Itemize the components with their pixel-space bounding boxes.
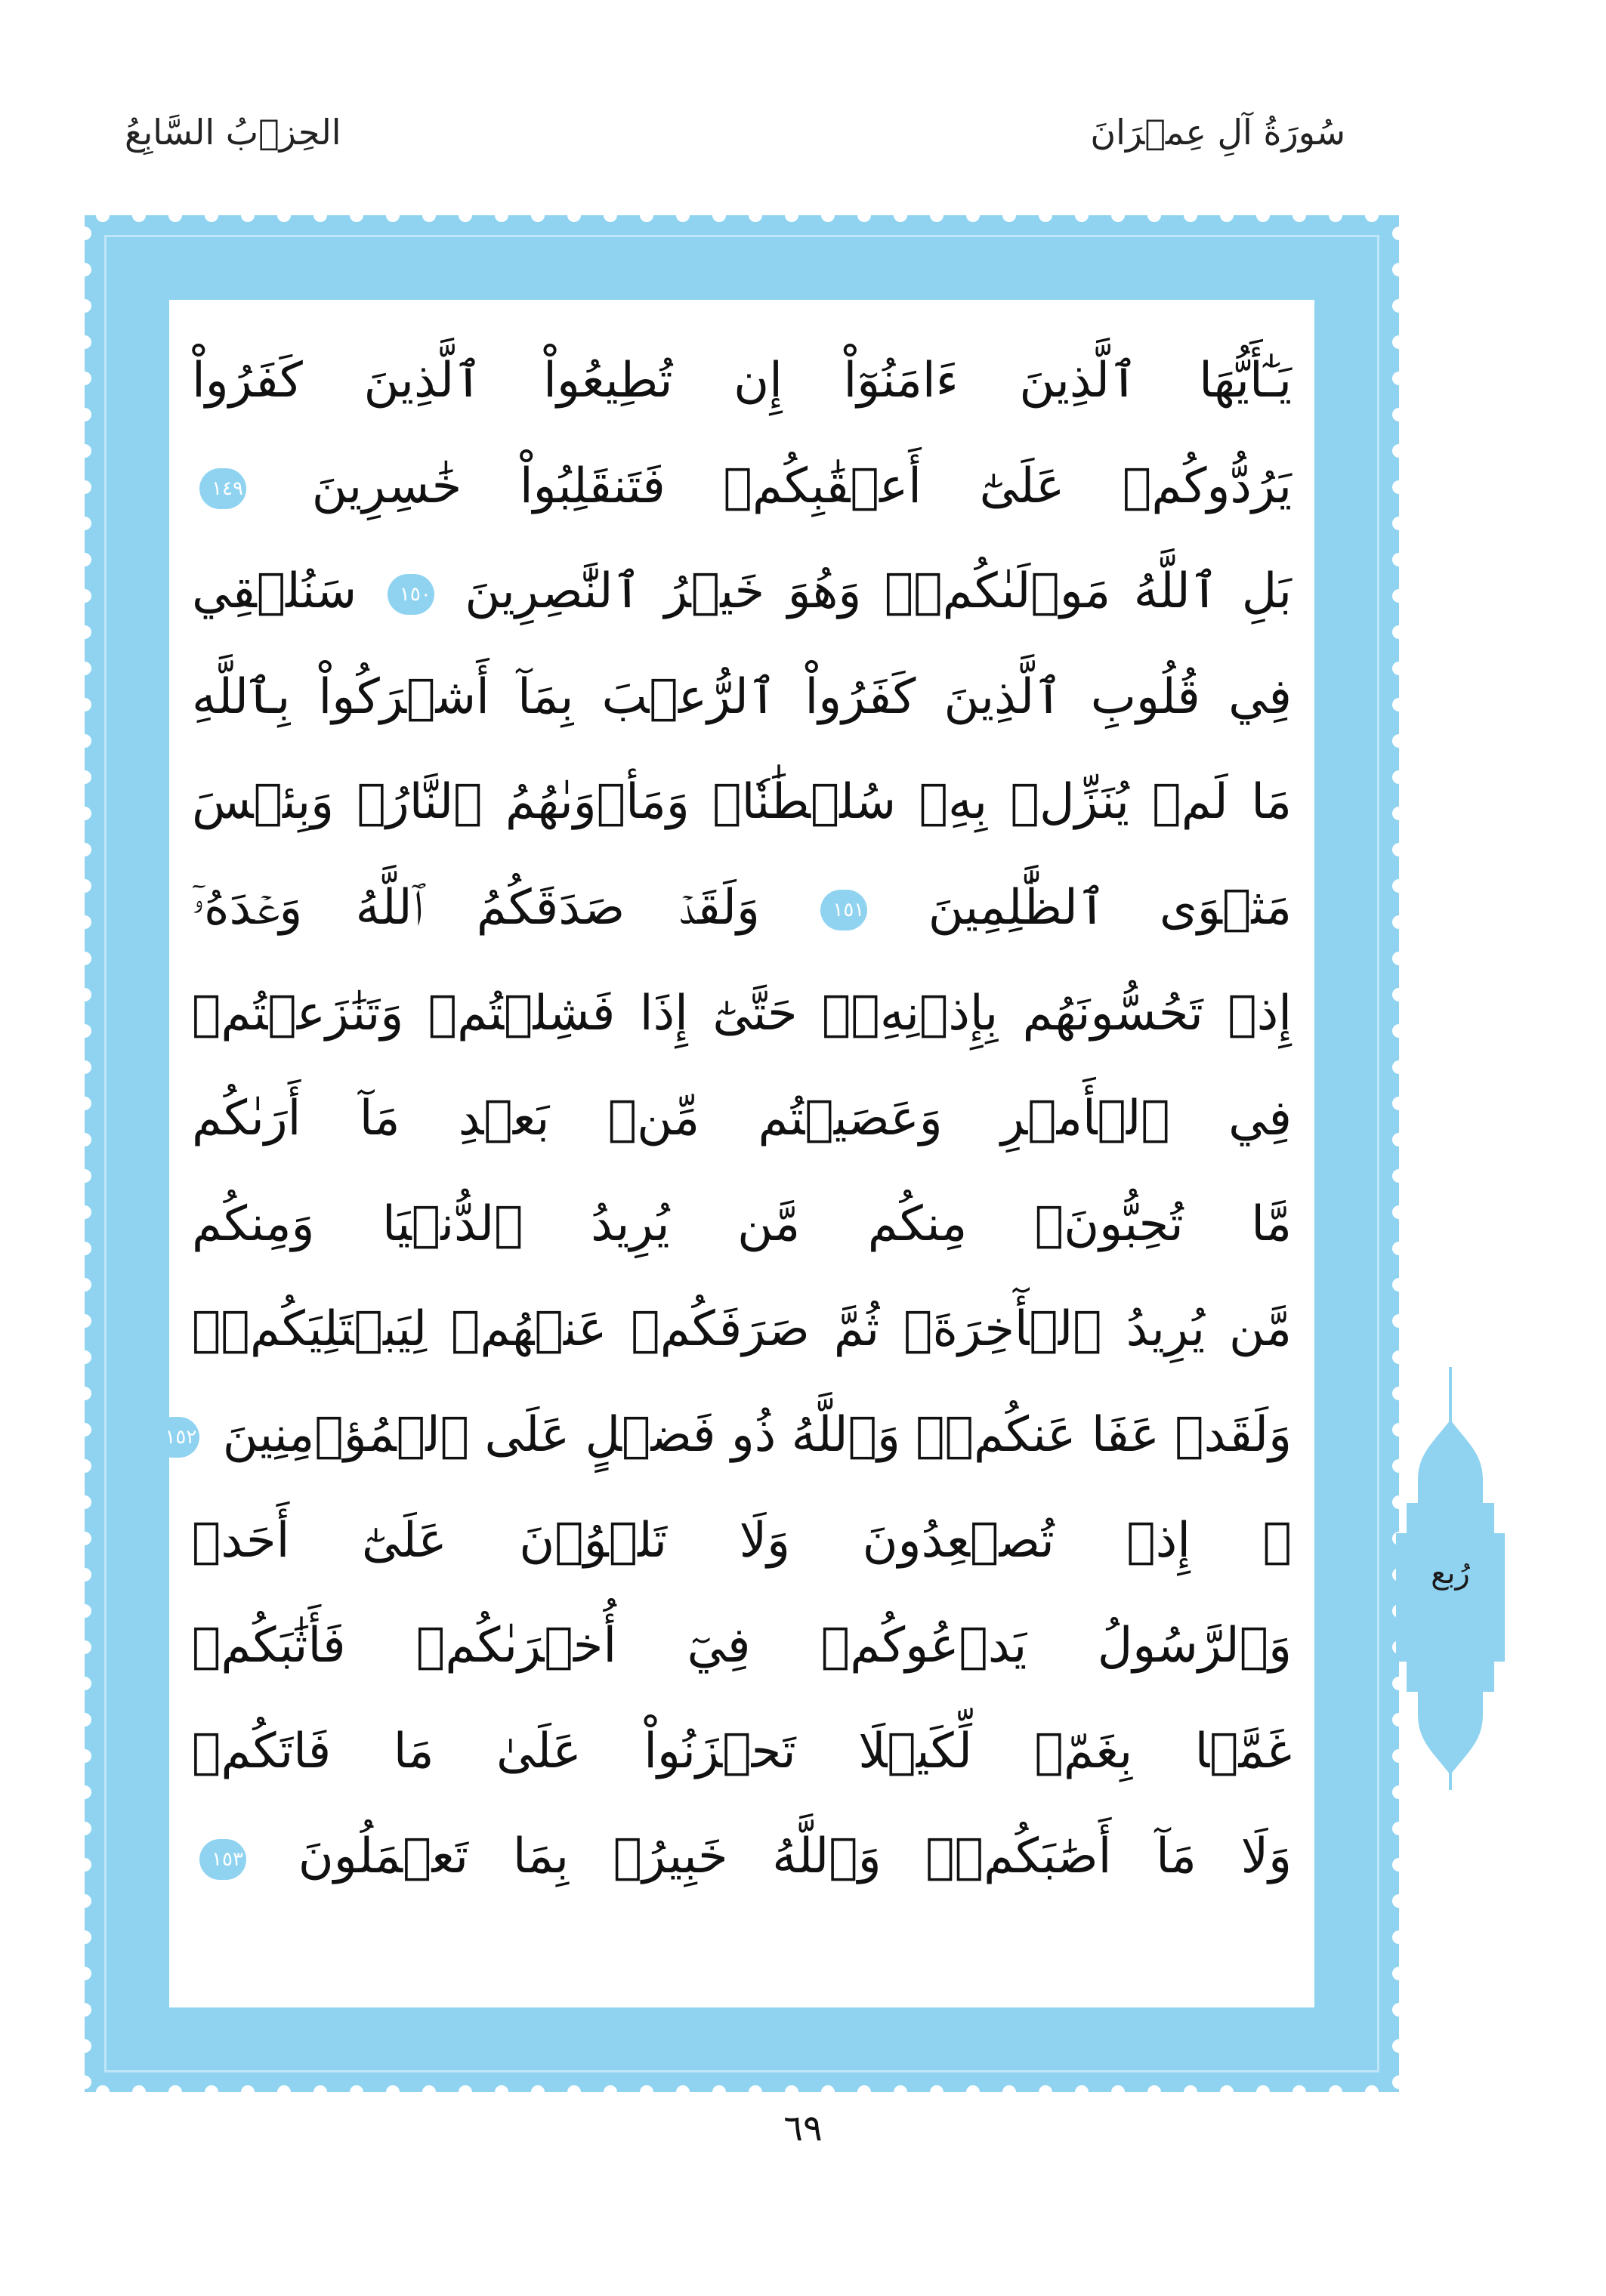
verse-line bbox=[192, 1172, 1292, 1278]
verse-line bbox=[192, 434, 1292, 540]
rub-label: رُبع bbox=[1431, 1556, 1470, 1591]
verse-text: غَمَّۢا بِغَمّٖ لِّكَيۡلَا تَحۡزَنُواْ عَلَىٰ مَا فَاتَكُمۡ bbox=[192, 1723, 1292, 1779]
verse-text: إِذۡ تَحُسُّونَهُم بِإِذۡنِهِۦۖ حَتَّىٰٓ إِذَا فَشِلۡتُمۡ وَتَنَٰزَعۡتُمۡ bbox=[192, 985, 1292, 1042]
verse-line bbox=[192, 329, 1292, 434]
verse-text: وَلَقَدۡ عَفَا عَنكُمۡۗ وَٱللَّهُ ذُو فَضۡلٍ عَلَى ٱلۡمُؤۡمِنِينَ bbox=[222, 1406, 1292, 1463]
ayah-number-marker: ١٥٠ bbox=[388, 574, 434, 615]
ayah-number-marker: ١٥١ bbox=[820, 890, 867, 930]
verse-line bbox=[192, 645, 1292, 751]
verse-line bbox=[192, 856, 1292, 961]
verse-text: فِي ٱلۡأَمۡرِ وَعَصَيۡتُم مِّنۢ بَعۡدِ مَآ أَرَىٰكُم bbox=[192, 1091, 1292, 1147]
verse-text: يَـٰٓأَيُّهَا ٱلَّذِينَ ءَامَنُوٓاْ إِن تُطِيعُواْ ٱلَّذِينَ كَفَرُواْ bbox=[192, 353, 1292, 409]
verse-text: مَّا تُحِبُّونَۚ مِنكُم مَّن يُرِيدُ ٱلدُّنۡيَا وَمِنكُم bbox=[192, 1196, 1292, 1252]
page-frame bbox=[85, 215, 1399, 2092]
verse-text: مَا لَمۡ يُنَزِّلۡ بِهِۦ سُلۡطَٰنٗاۖ وَمَأۡوَىٰهُمُ ٱلنَّارُۖ وَبِئۡسَ bbox=[192, 774, 1292, 831]
verse-line bbox=[192, 1489, 1292, 1594]
page-number: ٦٩ bbox=[783, 2107, 823, 2149]
verse-text: مَّن يُرِيدُ ٱلۡأٓخِرَةَۚ ثُمَّ صَرَفَكُمۡ عَنۡهُمۡ لِيَبۡتَلِيَكُمۡۖ bbox=[192, 1301, 1292, 1358]
verse-line bbox=[192, 961, 1292, 1067]
verse-text: مَثۡوَى ٱلظَّٰلِمِينَ bbox=[928, 879, 1292, 936]
verse-line bbox=[192, 1699, 1292, 1805]
verse-line bbox=[192, 1594, 1292, 1699]
text-area bbox=[165, 300, 1314, 2007]
verse-line bbox=[192, 1804, 1292, 1910]
ayah-number-marker: ١٤٩ bbox=[199, 468, 246, 509]
verse-lines bbox=[165, 329, 1293, 1910]
verse-text: وَلَقَدۡ صَدَقَكُمُ ٱللَّهُ وَعۡدَهُۥٓ bbox=[192, 879, 760, 936]
verse-line bbox=[192, 1066, 1292, 1172]
verse-text: وَٱلرَّسُولُ يَدۡعُوكُمۡ فِيٓ أُخۡرَىٰكُمۡ فَأَثَٰبَكُمۡ bbox=[192, 1618, 1292, 1674]
verse-text: بَلِ ٱللَّهُ مَوۡلَىٰكُمۡۖ وَهُوَ خَيۡرُ ٱلنَّٰصِرِينَ bbox=[465, 563, 1293, 620]
verse-line bbox=[192, 539, 1292, 645]
verse-line bbox=[192, 1277, 1292, 1383]
ayah-number-marker: ١٥٣ bbox=[199, 1839, 246, 1880]
verse-line bbox=[165, 1383, 1292, 1489]
surah-name: سُورَةُ آلِ عِمۡرَانَ bbox=[1090, 112, 1345, 153]
verse-text: سَنُلۡقِي bbox=[192, 563, 357, 620]
ayah-number-marker: ١٥٢ bbox=[153, 1417, 199, 1458]
verse-text: يَرُدُّوكُمۡ عَلَىٰٓ أَعۡقَٰبِكُمۡ فَتَنقَلِبُواْ خَٰسِرِينَ bbox=[311, 458, 1292, 514]
verse-text: وَلَا مَآ أَصَٰبَكُمۡۗ وَٱللَّهُ خَبِيرُۢ بِمَا تَعۡمَلُونَ bbox=[298, 1828, 1293, 1885]
verse-line bbox=[192, 750, 1292, 856]
hizb-name: الحِزۡبُ السَّابِعُ bbox=[125, 112, 341, 153]
rub-marker bbox=[1391, 1367, 1509, 1790]
verse-text: ۞ إِذۡ تُصۡعِدُونَ وَلَا تَلۡوُۥنَ عَلَىٰٓ أَحَدٖ bbox=[192, 1512, 1292, 1569]
verse-text: فِي قُلُوبِ ٱلَّذِينَ كَفَرُواْ ٱلرُّعۡبَ بِمَآ أَشۡرَكُواْ بِٱللَّهِ bbox=[192, 668, 1292, 725]
